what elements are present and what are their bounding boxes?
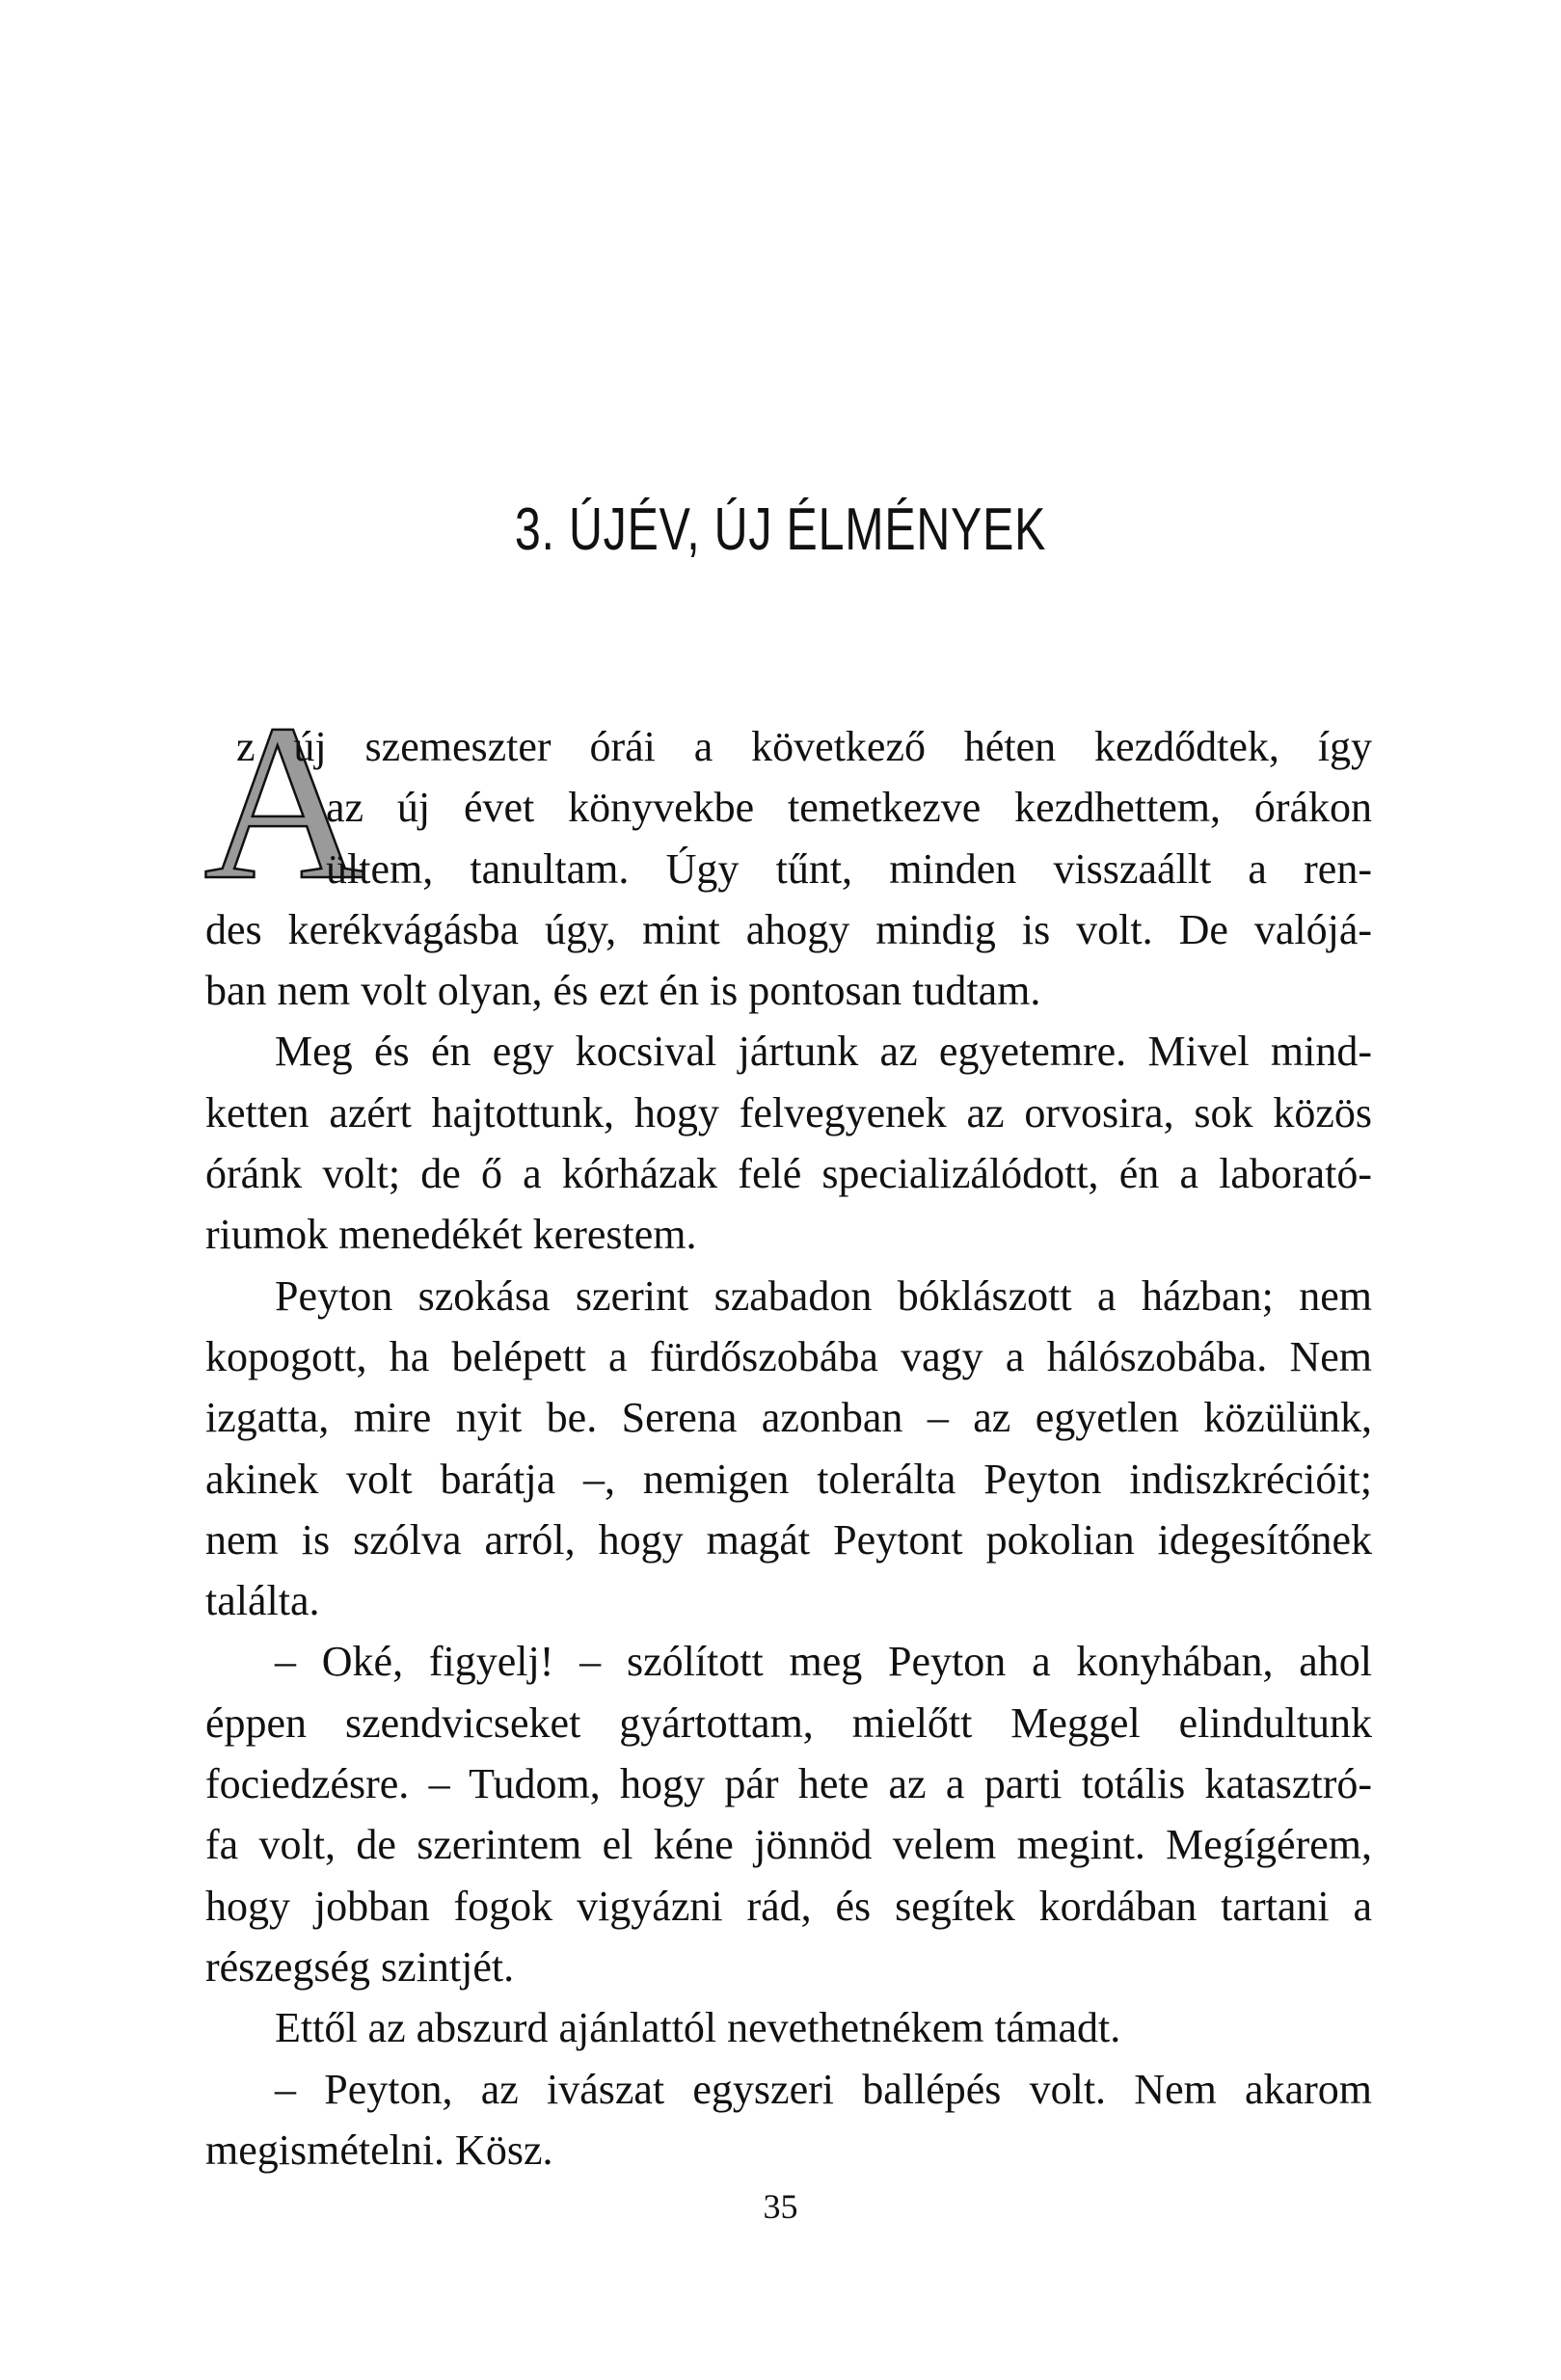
text-line: – Oké, figyelj! – szólított meg Peyton a konyhában, ahol — [275, 1638, 1372, 1686]
chapter-title: 3. ÚJÉV, ÚJ ÉLMÉNYEK — [514, 496, 1047, 563]
text-line: óránk volt; de ő a kórházak felé specializálódott, én a laborató- — [205, 1150, 1372, 1198]
drop-cap-letter: A — [203, 715, 365, 884]
text-line: Ettől az abszurd ajánlattól nevethetnékem támadt. — [275, 2004, 1121, 2052]
text-line: Meg és én egy kocsival jártunk az egyetemre. Mivel mind- — [275, 1028, 1372, 1076]
text-line: Peyton szokása szerint szabadon bóklászott a házban; nem — [275, 1271, 1372, 1320]
text-line: az új évet könyvekbe temetkezve kezdhettem, órákon — [326, 784, 1372, 832]
text-line: találta. — [205, 1577, 320, 1625]
text-line: – Peyton, az ivászat egyszeri ballépés volt. Nem akarom — [275, 2065, 1372, 2113]
text-line: ültem, tanultam. Úgy tűnt, minden visszaállt a ren- — [326, 844, 1372, 893]
text-line: nem is szólva arról, hogy magát Peytont pokolian idegesítőnek — [205, 1515, 1372, 1564]
text-line: fociedzésre. – Tudom, hogy pár hete az a parti totális katasztró- — [205, 1760, 1372, 1808]
page-number: 35 — [763, 2187, 798, 2226]
text-line: des kerékvágásba úgy, mint ahogy mindig is volt. De valójá- — [205, 905, 1372, 953]
text-line: z új szemeszter órái a következő héten kezdődtek, így — [236, 723, 1372, 770]
text-line: kopogott, ha belépett a fürdőszobába vagy a hálószobába. Nem — [205, 1332, 1372, 1380]
text-line: hogy jobban fogok vigyázni rád, és segítek kordában tartani a — [205, 1882, 1372, 1930]
text-line: éppen szendvicseket gyártottam, mielőtt Meggel elindultunk — [205, 1698, 1372, 1747]
text-line: akinek volt barátja –, nemigen tolerálta Peyton indiszkrécióit; — [205, 1455, 1372, 1503]
body-text — [205, 716, 1372, 2180]
text-line: ban nem volt olyan, és ezt én is pontosan tudtam. — [205, 967, 1041, 1015]
text-line: részegség szintjét. — [205, 1942, 515, 1991]
text-line: megismételni. Kösz. — [205, 2126, 553, 2174]
text-line: izgatta, mire nyit be. Serena azonban – az egyetlen közülünk, — [205, 1394, 1372, 1442]
text-line: riumok menedékét kerestem. — [205, 1211, 697, 1259]
text-line: fa volt, de szerintem el kéne jönnöd velem megint. Megígérem, — [205, 1821, 1372, 1869]
text-line: ketten azért hajtottunk, hogy felvegyenek az orvosira, sok közös — [205, 1088, 1372, 1137]
